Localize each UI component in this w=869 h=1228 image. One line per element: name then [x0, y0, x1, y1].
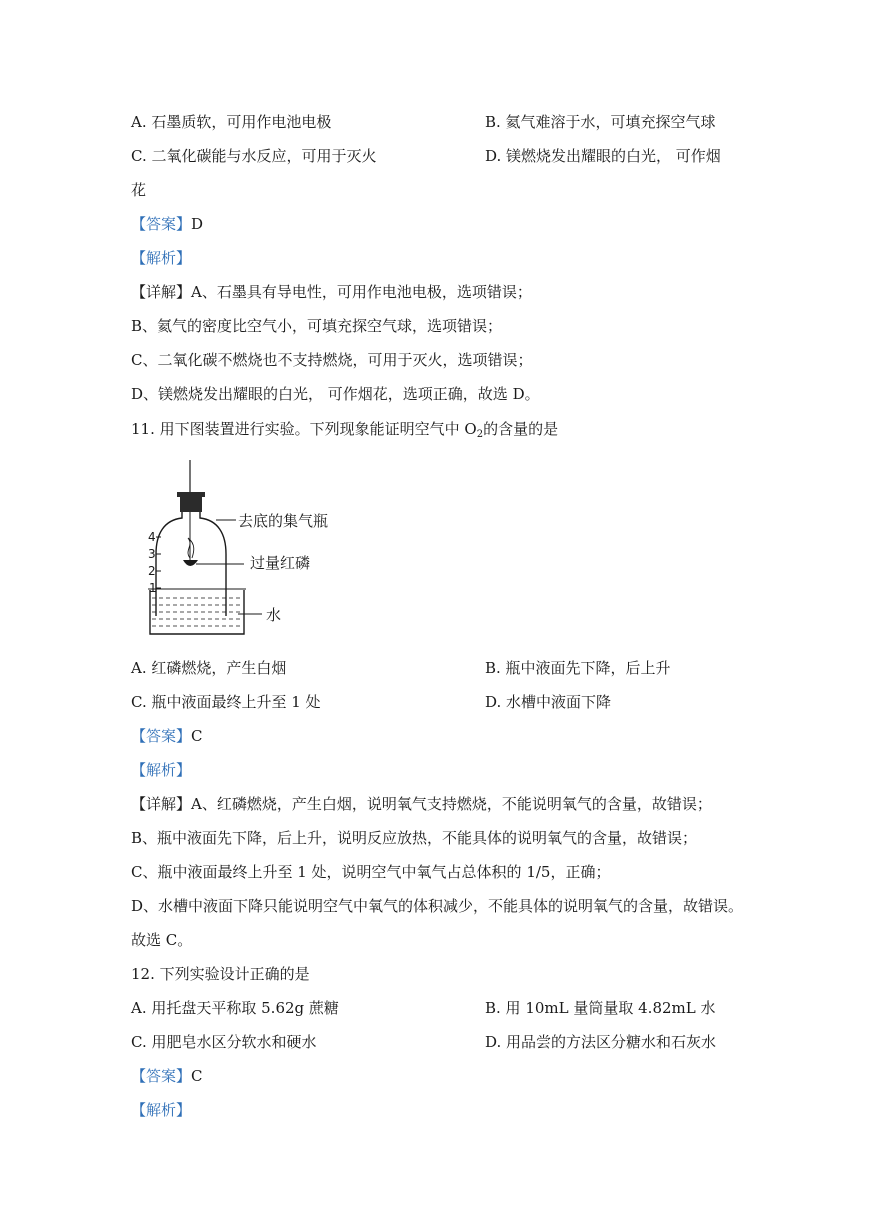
q11-detail-c: C、瓶中液面最终上升至 1 处，说明空气中氧气占总体积的 1/5，正确； — [131, 863, 611, 881]
label-phosphorus: 过量红磷 — [250, 554, 311, 572]
answer-tag: 【答案】 — [131, 215, 192, 233]
apparatus-diagram — [146, 458, 346, 638]
q12-analysis-tag: 【解析】 — [131, 1101, 192, 1119]
q11-stem-text-end: 的含量的是 — [483, 420, 559, 438]
experiment-figure — [146, 458, 346, 638]
answer-value: C — [191, 727, 203, 745]
detail-text: A、石墨具有导电性，可用作电池电极，选项错误； — [191, 283, 532, 301]
scale-mark-4: 4 — [148, 530, 156, 544]
q12-option-d: D. 用品尝的方法区分糖水和石灰水 — [485, 1033, 717, 1051]
answer-value: C — [191, 1067, 203, 1085]
label-bottle: 去底的集气瓶 — [238, 512, 329, 530]
q11-stem-subscript: 2 — [476, 429, 484, 440]
scale-mark-3: 3 — [148, 547, 156, 561]
q10-detail-b: B、氦气的密度比空气小，可填充探空气球，选项错误； — [131, 317, 503, 335]
water-lines — [152, 598, 242, 626]
label-water: 水 — [266, 606, 282, 624]
q11-answer — [131, 726, 203, 746]
q11-stem — [131, 419, 558, 445]
combustion-spoon — [183, 560, 198, 566]
scale-mark-1: 1 — [149, 581, 157, 595]
q12-answer — [131, 1066, 203, 1086]
detail-tag: 【详解】 — [131, 795, 192, 813]
q10-answer — [131, 214, 203, 234]
q10-detail-d: D、镁燃烧发出耀眼的白光， 可作烟花，选项正确，故选 D。 — [131, 385, 540, 403]
detail-tag: 【详解】 — [131, 283, 192, 301]
q10-option-d: D. 镁燃烧发出耀眼的白光， 可作烟 — [485, 147, 721, 165]
q10-option-a: A. 石墨质软，可用作电池电极 — [131, 113, 332, 131]
q11-detail-a — [131, 794, 712, 814]
q10-option-d-continued: 花 — [131, 181, 147, 199]
q11-option-b: B. 瓶中液面先下降，后上升 — [485, 659, 671, 677]
q11-detail-d: D、水槽中液面下降只能说明空气中氧气的体积减少，不能具体的说明氧气的含量，故错误。 — [131, 897, 744, 915]
q10-option-c: C. 二氧化碳能与水反应，可用于灭火 — [131, 147, 377, 165]
q11-analysis-tag: 【解析】 — [131, 761, 192, 779]
q11-conclusion: 故选 C。 — [131, 931, 193, 949]
q11-stem-text: 11. 用下图装置进行实验。下列现象能证明空气中 O — [131, 420, 477, 438]
q12-stem: 12. 下列实验设计正确的是 — [131, 965, 310, 983]
q11-option-d: D. 水槽中液面下降 — [485, 693, 612, 711]
q10-detail-a — [131, 282, 532, 302]
q11-option-c: C. 瓶中液面最终上升至 1 处 — [131, 693, 321, 711]
q11-detail-b: B、瓶中液面先下降，后上升，说明反应放热，不能具体的说明氧气的含量，故错误； — [131, 829, 698, 847]
q12-option-c: C. 用肥皂水区分软水和硬水 — [131, 1033, 317, 1051]
q10-analysis-tag: 【解析】 — [131, 249, 192, 267]
flame — [188, 538, 194, 558]
detail-text: A、红磷燃烧，产生白烟，说明氧气支持燃烧，不能说明氧气的含量，故错误； — [191, 795, 712, 813]
q12-option-b: B. 用 10mL 量筒量取 4.82mL 水 — [485, 999, 716, 1017]
q10-detail-c: C、二氧化碳不燃烧也不支持燃烧，可用于灭火，选项错误； — [131, 351, 533, 369]
answer-value: D — [191, 215, 204, 233]
q10-option-b: B. 氦气难溶于水，可填充探空气球 — [485, 113, 716, 131]
q11-option-a: A. 红磷燃烧，产生白烟 — [131, 659, 287, 677]
q12-option-a: A. 用托盘天平称取 5.62g 蔗糖 — [131, 999, 339, 1017]
gas-bottle — [156, 512, 182, 616]
scale-mark-2: 2 — [148, 564, 156, 578]
answer-tag: 【答案】 — [131, 727, 192, 745]
answer-tag: 【答案】 — [131, 1067, 192, 1085]
